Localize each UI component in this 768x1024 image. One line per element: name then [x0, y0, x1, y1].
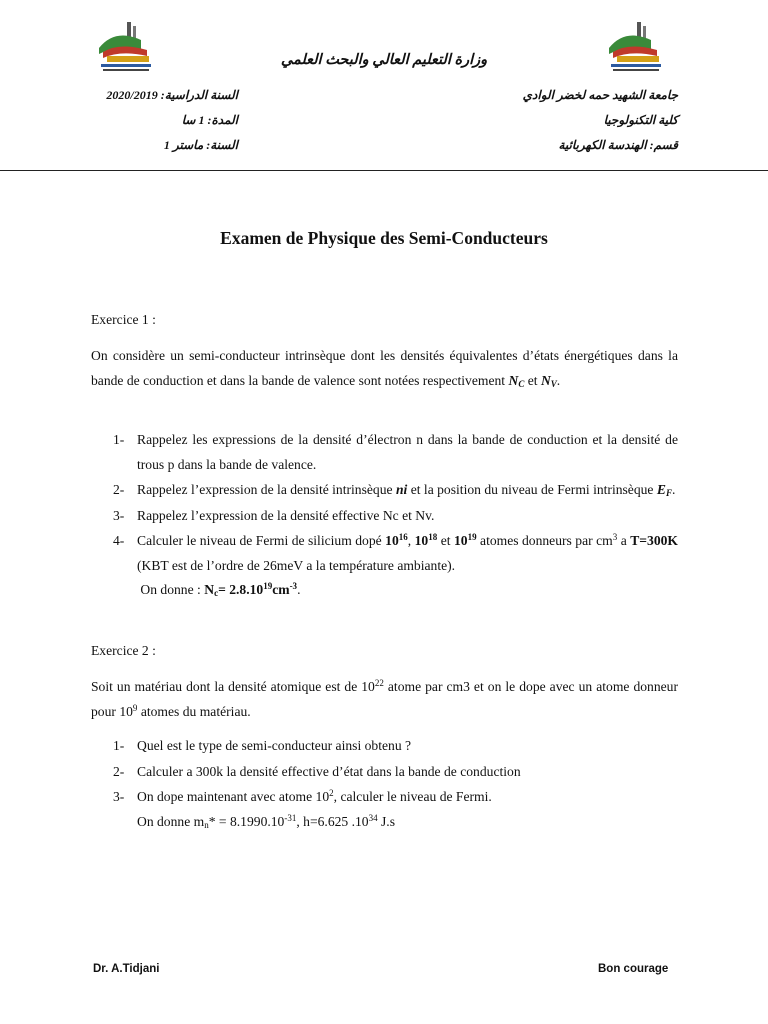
exam-duration: المدة: 1 سا [181, 113, 238, 127]
exercise-2-heading: Exercice 2 : [91, 643, 156, 658]
academic-year: السنة الدراسية: 2020/2019 [106, 88, 238, 102]
exercise-2-questions [91, 734, 678, 835]
exercise-1-intro: On considère un semi-conducteur intrinsèque dont les densités équivalentes d’états énergétiques dans la bande de conduction et dans la bande de valence sont notées respectivement $N_C$ et $N_V$. [91, 348, 678, 389]
question-1-3: 3- Rappelez l’expression de la densité effective Nc et Nv. [113, 507, 435, 523]
question-2-2: 2- Calculer a 300k la densité effective d’état dans la bande de conduction [113, 763, 521, 779]
closing-wish: Bon courage [598, 963, 669, 975]
exercise-2-intro: Soit un matériau dont la densité atomique est de $10^{22}$ atome par cm3 et on le dope avec un atome donneur pour $10^9$ atomes du matériau. [91, 678, 678, 719]
question-2-3: 3- On dope maintenant avec atome $10^2$, calculer le niveau de Fermi. On donne $m_n* = 8.1990.10^{-31}$, h=6.625 $.10^{34}$ J.s [113, 788, 492, 830]
author-name: Dr. A.Tidjani [93, 963, 160, 975]
question-1-1: 1- Rappelez les expressions de la densité d’électron n dans la bande de conduction et la densité de trous p dans la bande de valence. [113, 432, 678, 472]
exercise-1-heading: Exercice 1 : [91, 312, 156, 327]
exercise-1-questions [91, 428, 678, 604]
header-divider [0, 170, 768, 171]
question-1-2: 2- Rappelez l’expression de la densité intrinsèque ni et la position du niveau de Fermi intrinsèque $E_F$. [113, 482, 676, 498]
study-level: السنة: ماستر 1 [163, 138, 238, 152]
faculty-name: كلية التكنولوجيا [603, 113, 678, 127]
university-name: جامعة الشهيد حمه لخضر الوادي [522, 88, 678, 102]
exam-title: Examen de Physique des Semi-Conducteurs [220, 228, 548, 248]
ministry-title: وزارة التعليم العالي والبحث العلمي [280, 52, 488, 68]
department-name: قسم: الهندسة الكهربائية [558, 138, 678, 152]
question-1-4: 4- Calculer le niveau de Fermi de silicium dopé $10^{16}$, $10^{18}$ et $10^{19}$ atomes donneurs par $cm^3$ a T=300K (KBT est de l’ordre de 26meV a la température ambiante). On donne : $N_c= 2.8.10^{19}cm^{-3}$. [113, 532, 678, 598]
question-2-1: 1- Quel est le type de semi-conducteur ainsi obtenu ? [113, 738, 412, 753]
